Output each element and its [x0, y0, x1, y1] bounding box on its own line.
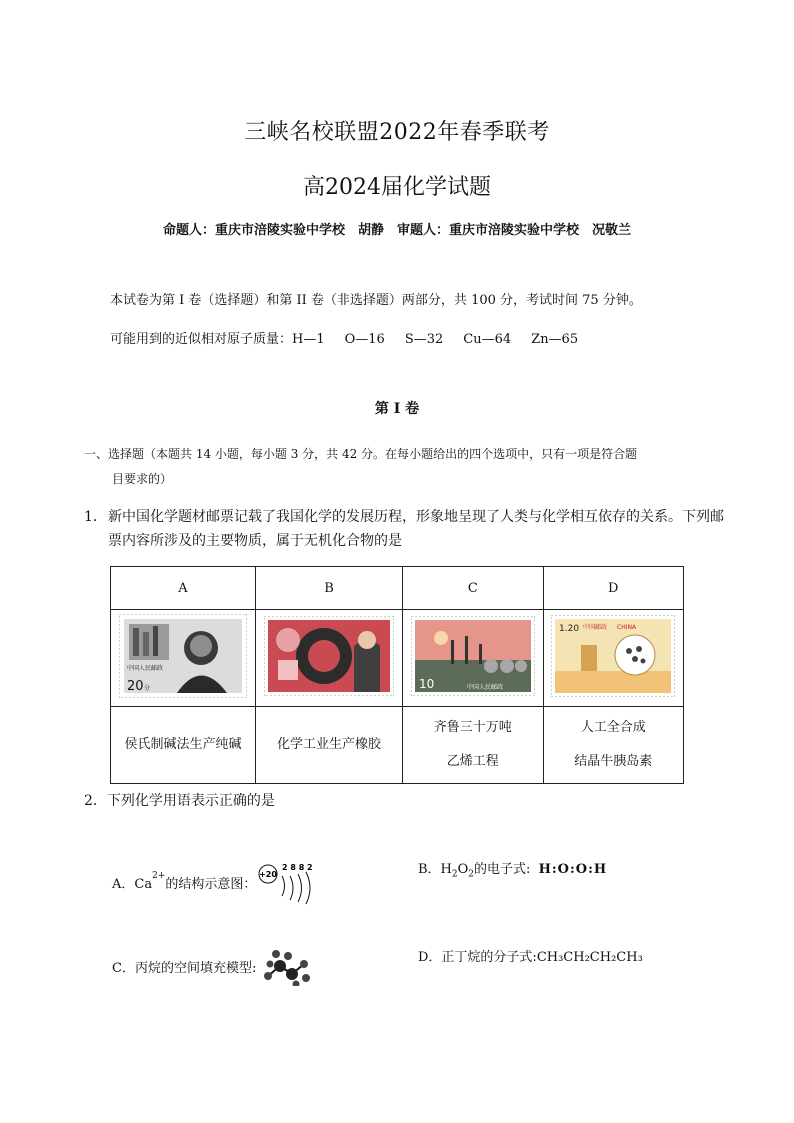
- option-d-label: [543, 707, 683, 784]
- section-heading-line2: 目要求的）: [112, 472, 173, 486]
- stamp-d-country: 中国邮政: [583, 624, 608, 631]
- column-b-header: B: [255, 567, 402, 610]
- q2-option-b-mid: O: [457, 862, 469, 877]
- stamp-c-value: 10: [418, 677, 435, 691]
- q2-option-c: [112, 946, 314, 986]
- mass-o: O—16: [344, 332, 385, 347]
- q2-option-d: [418, 946, 643, 965]
- atom-structure-diagram: [258, 858, 322, 906]
- question-2: [84, 790, 275, 810]
- atomic-masses: [110, 328, 598, 347]
- stamp-table: [110, 566, 684, 784]
- q2-option-b-pre: B．H: [418, 862, 452, 877]
- atom-shell-electrons: 2 8 8 2: [282, 863, 314, 872]
- option-b-label: [255, 707, 402, 784]
- stamp-cell-b: [255, 610, 402, 707]
- exam-title: 三峡名校联盟2022年春季联考: [244, 120, 550, 145]
- mass-s: S—32: [404, 332, 444, 347]
- electron-formula: H:O:O:H: [538, 862, 608, 877]
- stamp-a-unit: 分: [143, 685, 150, 692]
- volume-title: 第 I 卷: [374, 401, 420, 417]
- stamp-d-value: 1.20: [559, 624, 580, 634]
- atom-nucleus: +20: [259, 870, 278, 879]
- exam-intro: 本试卷为第 I 卷（选择题）和第 II 卷（非选择题）两部分，共 100 分，考试时间 75 分钟。: [110, 293, 642, 308]
- q2-option-c-text: C．丙烷的空间填充模型:: [112, 960, 257, 976]
- question-text: 新中国化学题材邮票记载了我国化学的发展历程，形象地呈现了人类与化学相互依存的关系。下列邮票内容所涉及的主要物质，属于无机化合物的是: [108, 509, 724, 549]
- section-heading: [84, 442, 724, 492]
- option-b-line1: 化学工业生产橡胶: [277, 737, 382, 752]
- stamp-c-country: 中国人民邮政: [466, 684, 503, 691]
- stamp-d-image: [551, 615, 675, 697]
- q2-option-d-formula: CH₃CH₂CH₂CH₃: [536, 950, 643, 965]
- option-c-line1: 齐鲁三十万吨: [433, 720, 512, 735]
- exam-subtitle: 高2024届化学试题: [303, 175, 491, 200]
- q2-option-d-pre: D．正丁烷的分子式:: [418, 950, 537, 965]
- exam-authors: 命题人：重庆市涪陵实验中学校 胡静 审题人：重庆市涪陵实验中学校 况敬兰: [162, 223, 631, 238]
- section-heading-line1: 一、选择题（本题共 14 小题，每小题 3 分，共 42 分。在每小题给出的四个选项中，只有一项是符合题: [84, 447, 638, 461]
- option-d-line1: 人工全合成: [580, 720, 646, 735]
- q2-option-a-charge: 2+: [152, 871, 166, 881]
- stamp-cell-a: [111, 610, 256, 707]
- column-a-header: A: [111, 567, 256, 610]
- atomic-masses-label: 可能用到的近似相对原子质量：: [110, 332, 293, 347]
- q2-option-b-sub1: 2: [451, 869, 458, 880]
- option-a-label: [111, 707, 256, 784]
- column-c-header: C: [403, 567, 543, 610]
- question-number: 1．: [84, 509, 107, 525]
- stamp-d-country-en: CHINA: [617, 624, 637, 631]
- q2-option-a-pre: A．Ca: [112, 876, 153, 892]
- q2-option-b-sub2: 2: [468, 869, 475, 880]
- stamp-b-image: [264, 616, 394, 696]
- q2-option-a-post: 的结构示意图：: [165, 876, 257, 892]
- stamp-a-image: [119, 614, 247, 698]
- stamp-a-country: 中国人民邮政: [126, 665, 163, 672]
- stamp-cell-c: [403, 610, 543, 707]
- q2-option-a: [112, 858, 322, 906]
- mass-h: H—1: [292, 332, 325, 347]
- question-text: 下列化学用语表示正确的是: [106, 793, 275, 809]
- q2-option-b-post: 的电子式:: [474, 862, 531, 877]
- column-d-header: D: [543, 567, 683, 610]
- propane-model-icon: [258, 946, 314, 986]
- option-d-line2: 结晶牛胰岛素: [574, 754, 653, 769]
- option-c-label: [403, 707, 543, 784]
- stamp-c-image: [411, 616, 535, 696]
- mass-zn: Zn—65: [531, 332, 579, 347]
- mass-cu: Cu—64: [463, 332, 512, 347]
- question-number: 2．: [84, 793, 107, 809]
- stamp-cell-d: [543, 610, 683, 707]
- option-c-line2: 乙烯工程: [446, 754, 499, 769]
- q2-option-b: [418, 858, 607, 880]
- stamp-a-value: 20: [126, 679, 144, 694]
- question-1: [84, 505, 724, 553]
- option-a-line1: 侯氏制碱法生产纯碱: [124, 737, 242, 752]
